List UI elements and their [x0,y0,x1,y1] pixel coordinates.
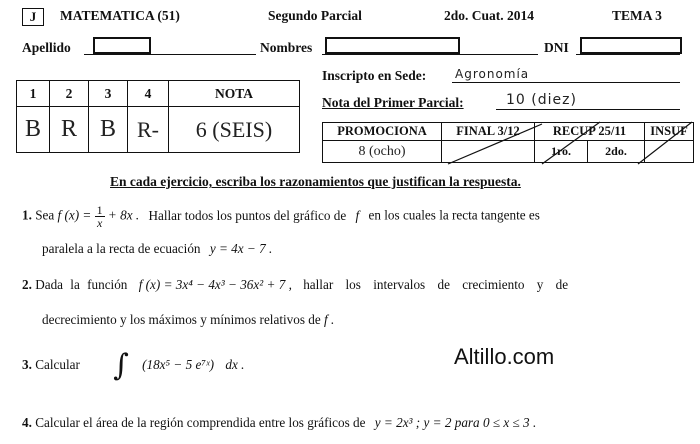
recup-2do: 2do. [588,141,645,163]
strike-recup [542,122,600,164]
question-2-line2 [42,311,334,329]
sede-label: Inscripto en Sede: [322,68,427,83]
dni-label: DNI [544,40,569,55]
q3-dx: dx . [225,357,245,373]
q2-f: f . [324,312,335,327]
question-2 [22,276,692,294]
q4-number: 4. [22,415,32,430]
subject-title: MATEMATICA (51) [60,8,180,23]
grade-1: B [17,107,50,153]
q2-function: f (x) = 3x⁴ − 4x³ − 36x² + 7 , [138,277,292,292]
exam-tema: TEMA 3 [612,8,662,23]
q1-fraction [95,204,105,229]
primer-parcial-value: 10 (diez) [506,92,577,108]
integral-sign: ∫ [113,348,129,383]
grades-table [16,80,300,153]
apellido-redacted [93,37,151,54]
q2-line2: decrecimiento y los máximos y mínimos relativos de [42,312,321,327]
question-1 [22,204,692,229]
q3-text-a: Calcular [35,357,80,373]
exam-name: Segundo Parcial [268,8,362,23]
grades-header-2: 2 [50,81,89,107]
q1-text-a: Sea [35,207,55,223]
exam-code-box [22,8,44,26]
grade-nota: 6 (SEIS) [169,107,300,153]
exam-code: J [29,9,37,24]
nombres-redacted [325,37,460,54]
q4-text: Calcular el área de la región comprendida entre los gráficos de [35,415,366,430]
q1-number: 1. [22,207,32,223]
grades-header-1: 1 [17,81,50,107]
grade-2: R [50,107,89,153]
instructions: En cada ejercicio, escriba los razonamientos que justifican la respuesta. [110,174,521,189]
watermark: Altillo.com [454,344,555,369]
recup-1ro: 1ro. [535,141,588,163]
q1-f: f [355,207,360,223]
q1-text-b: Hallar todos los puntos del gráfico de [148,207,347,223]
question-4 [22,414,536,432]
q2-number: 2. [22,277,32,292]
grades-header-3: 3 [89,81,128,107]
status-header-promociona: PROMOCIONA [323,123,442,141]
question-1-line2 [42,240,272,258]
status-header-insuf: INSUF [645,123,694,141]
status-header-recup: RECUP 25/11 [535,123,645,141]
status-strike-lines [442,120,694,166]
status-header-final: FINAL 3/12 [442,123,535,141]
q1-text-c: en los cuales la recta tangente es [368,207,540,223]
q1-f-def: f (x) = [57,207,92,223]
q1-line2: paralela a la recta de ecuación [42,241,201,256]
q1-plus: + 8x . [107,207,140,223]
q2-text-a: Dada la función [35,277,128,292]
nombres-label: Nombres [260,40,313,55]
dni-redacted [580,37,682,54]
question-3 [22,348,245,383]
q2-text-b: hallar los intervalos de crecimiento y de [303,277,569,292]
exam-term: 2do. Cuat. 2014 [444,8,535,23]
q1-frac-num: 1 [96,203,103,217]
q1-frac-den: x [96,216,103,230]
q3-integrand: (18x⁵ − 5 e⁷ˣ) [142,357,215,373]
apellido-label: Apellido [22,40,71,55]
grade-4: R- [128,107,169,153]
strike-insuf [638,122,692,164]
promociona-value: 8 (ocho) [323,141,442,163]
grade-3: B [89,107,128,153]
q4-equations: y = 2x³ ; y = 2 para 0 ≤ x ≤ 3 . [374,415,537,430]
strike-final [448,124,542,164]
q3-number: 3. [22,357,32,373]
primer-parcial-label: Nota del Primer Parcial: [322,95,464,110]
grades-header-4: 4 [128,81,169,107]
q1-equation: y = 4x − 7 . [209,241,273,256]
grades-header-nota: NOTA [169,81,300,107]
sede-value: Agronomía [455,67,530,81]
